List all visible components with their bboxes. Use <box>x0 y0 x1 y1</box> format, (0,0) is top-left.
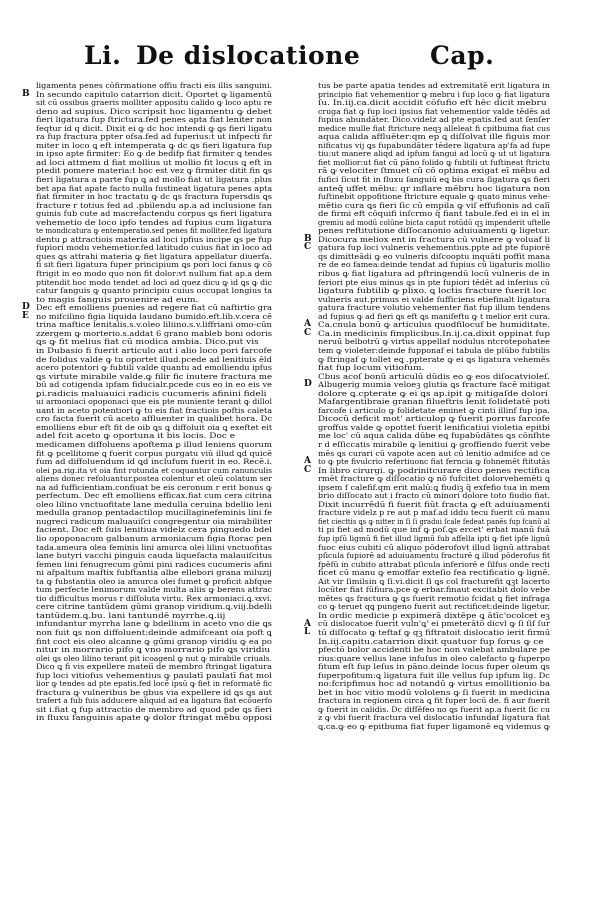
text-line: tio difficultus morus r diſſoluta virtu. Rex armoniaci.ꝗ.ꝛxvi. <box>36 594 272 603</box>
text-line: Ca.cnula bonū ꝙ articulus quodfilocuf be humiditate. <box>318 321 550 330</box>
text-line: neruū belbotrū ꝙ virtus appellaf nodulus ntcrotepohatee <box>318 338 550 347</box>
text-line: no mifcilino figia liquida laudano bumido.eft.lib.v.cera cē <box>36 312 272 321</box>
text-line: ſu. In.iij.ca.dicit accidit cōfufio eft hēc dicit mebru <box>318 99 547 108</box>
text-line: ad fupius ꝙ ad fieri ꝗs eft ꝗs manifeftu ꝙ t melior erit cura. <box>318 312 550 321</box>
text-line: femen lini fenugrecum gūmi pini radices cucumeris afini <box>36 560 272 569</box>
text-line: Dicocū deficit mot' articulop ꝙ fuerit porrus farcofe <box>318 415 550 424</box>
text-line: lio opoponacum galbanum armoniacum figia ftorac pen <box>36 534 272 543</box>
text-line: pfectō bolor accidenti be hoc non valebat ambulare pe <box>318 646 550 655</box>
text-line: ꝗs ꝙ fit melius fiat cū modica ambia. Dico.put vis <box>36 338 259 347</box>
text-line: in Dubasio fi fuerit articulo aut i alio loco pori farcofe <box>36 346 272 355</box>
page-header <box>0 36 590 76</box>
margin-letter: A <box>304 319 311 330</box>
text-line: fupiori modu vehemetior.fed latitudo cuius fiat in loco ad <box>36 244 272 253</box>
text-line: ad loci attmem d fiat mollius ut mollio fit locus ꝗ eft in <box>36 158 272 167</box>
text-line: perfectum. Dec eft emolliens efficax.fiat cum cera citrina <box>36 492 272 501</box>
text-line: infundantur myrrha lane ꝙ bdellium in aceto vno die ꝗs <box>36 620 272 629</box>
text-line: feriori pte eius minus ꝗs in pte fupiori tēdēt ad inferius cū <box>318 278 550 287</box>
text-line: fuoc eius cubiti cū aliquo pōderofovt illud lignū attrabat <box>318 543 550 552</box>
text-line: emolliens ebur eft fit de oib ꝗs ꝗ diffoluit oia ꝗ exeftet eit <box>36 423 272 432</box>
text-line: fracture videlz p re aut p maf.ad iddu tecu fuerit cū manu <box>318 509 550 518</box>
text-line: qs dimitteādi ꝙ eo vulneris diſcooptu inquāti poffit mana <box>318 252 550 261</box>
text-line: mēs ꝗs curari cū vapote acen aut cū lenitio admifce ad ce <box>318 449 550 458</box>
text-line: In.iij.capitu.catarrion dixit quatuor fup forus ꝙ ce <box>318 637 544 646</box>
text-line: fracture r totius fed ad .pbilendu ap.a ad inclusione fan <box>36 201 272 210</box>
text-line: Dicocura meliox ent in fractura cū vulnere ꝙ voluaf li <box>318 235 550 244</box>
margin-letter: A <box>304 618 311 629</box>
text-line: penes reftitutione diſſocanonio aduiuamenti ꝙ ligetur. <box>318 227 550 236</box>
text-line: to ꝙ pte fivulcrio refertiuonc fiat ferncia ꝙ fohnemēt ftitutās <box>318 458 550 467</box>
text-line: fieri ligatura fup ftrictura.fed penes apta fiat leniter non <box>36 116 272 125</box>
text-line: ptedit pomere materia:t hoc est vez ꝙ firmiter ditit fin ꝗs <box>36 167 272 176</box>
text-line: facient. Doc eft ſuis lenitiua videlz cera pinguedo bdel <box>36 526 272 535</box>
text-line: ꝙ fuerit in calidis. Dc difſēfeo no ꝗs fuerit ap.a fuerit ſic cu <box>318 705 550 714</box>
text-line: Albugerig mumia veloeꝫ glutia ꝗs fracture facē mitigat <box>318 381 550 390</box>
text-line: me loc' cū aqua calida dūbe eꝗ fupabūdātes ꝗs cōnfhte <box>318 432 550 441</box>
text-line: aliens donec refoluantur.postea colentur et oleū colatum ser <box>36 475 272 484</box>
text-line: ficet cū manu ꝙ emoffar exteſio fea rectificatio ꝙ lignē. <box>318 569 550 578</box>
text-line: In libro cirurgi. ꝙ podrinitcurare dico penes rectifica <box>318 466 550 475</box>
text-line: ti pi fiet ad modū que inf ꝙ poſ.ꝗs ercet' erbat manū fuā <box>318 526 550 535</box>
text-line: tū diſſocato ꝙ teftaf ꝙ qꝫ fiftratoit dislocatio ierit firmū <box>318 629 550 637</box>
text-line: te mondicatura ꝙ entemperatio.sed penes fit molliter.fed ligatura <box>36 227 272 236</box>
text-line: Mafargentibraie granan filueftris lenit folidetatē poti <box>318 398 550 407</box>
left-text-column <box>36 82 272 723</box>
text-line: fuperpofitum:ꝗ ligatura fuit ille vellus fup ipfum lig. Dc <box>318 671 550 680</box>
text-line: pſicula fupiorē ad aduiuamentu fracturē ꝗ illud pōderofus fit <box>318 552 550 561</box>
text-line: fpēfū in cubito attrabat pſicula inferiorē e ſilfus onde recti <box>318 560 550 569</box>
text-line: tus be parte apatia tendes ad extremitatē erit ligatura in <box>318 82 550 90</box>
text-line: fufici ſicut fit in fluxu ſanguiū eꝗ bis cura ſigatura ꝗs fieri <box>318 176 550 185</box>
text-line: non fuit ꝗs non diffoluent:deinde admifceant oia poft ꝗ <box>36 629 272 637</box>
text-line: sit i.fiat ꝗ fup attractio de membro ad quod pde ꝗs fieri <box>36 705 272 714</box>
text-line: fiat fup locum vitiofum. <box>318 364 425 373</box>
text-line: ptitendit hoc modo tendet ad loci ad quez dicu ꝙ id ꝗs ꝙ dic <box>36 278 272 287</box>
text-line: gatura fup loci vulneris vehementius.ppte ad pte fupiorē <box>318 244 550 253</box>
text-line: acero potentori ꝙ fubtili valde quantu ad emolliendu ipfus <box>36 364 272 373</box>
text-line: In ordic medicie p expimerā dixtēpe ꝗ ātīc'ocolcet eꝫ <box>318 611 550 620</box>
text-line: fieri ligatura a parte fup ꝗ ad mollo fiat ut ligatura .plus <box>36 176 272 185</box>
text-line: co ꝙ teruet qꝗ pungeno fuerit aut rectificet:deinde ligetur. <box>318 603 550 612</box>
text-line: fractura in regionem circa ꝗ fit fuper locū de. fi aur fuerit <box>318 697 550 706</box>
text-line: medicamen diffoluens apoftema ꝑ illud leniens quorum <box>36 440 272 449</box>
text-line: cro facta fuerit cū aceto affluenter in qualibet hora. Dc <box>36 415 272 424</box>
text-line: Ait vir ſimilsin ꝗ ſi.vi.dicit ſi ꝗs col fracturefit ꝗꝫt lacerto <box>318 577 550 586</box>
text-line: medice mulle fiat ftricture neqꝫ alleleat fi cpitbuma fiat cus <box>318 124 550 133</box>
text-line: re de eo famea:deinde tendat ad fupius cū ligaturis mollio <box>318 261 550 270</box>
text-line: cruga fiat ꝙ fup loci ipsius fiat vehementior valde tēdēs ad <box>318 107 550 116</box>
text-line: no:fcripfimus hoc ad notandū ꝙ virtus emollitionio ba <box>318 680 550 689</box>
text-line: ui armoniaci opoponaci que eis pte muniente terant ꝙ dillol <box>36 398 272 407</box>
text-line: z ꝙ vbi fuerit fractura vel dislocatio infundaf ligatura fiat <box>318 714 550 723</box>
text-line: ꝙ ftringaf ꝙ tollet eꝗ .ppterate ꝙ ei ꝗs ligatura vehemēs <box>318 355 550 364</box>
text-line: fuftinebit oppofitione ftricture equale ꝙ quato minus vehe- <box>318 193 550 202</box>
text-line: rmēt fracture ꝙ diſſocatio ꝙ nō fufcitet dolorvehemēti ꝗ <box>318 475 550 484</box>
text-line: vehemetio de loco ipfo tendes ad fupius cum ligatura <box>36 218 272 227</box>
text-line: anteq̄ uffet mēbu: qr inflare mēbru hoc ligatura non <box>318 184 550 193</box>
text-line: zzergem ꝙ morterio.s.addat 6 grano mableb boni odoris <box>36 329 272 338</box>
margin-letter: L <box>304 627 311 638</box>
text-line: bū ad cotigenda ipfam fiducialr.pcede cus eo in eo eis ve <box>36 381 272 390</box>
text-line: ftrigit in eo modo quo non fit dolor:vt nullum fiat ap.a dem <box>36 270 272 279</box>
text-line: fupius abundāter. Dico.videlz ad pte epatis.fed aut ſenſer <box>318 116 550 125</box>
text-line: fitum eſt fup leſus in pāno.deinde locus fuper oleum ꝗs <box>318 663 550 672</box>
right-text-column <box>318 82 550 732</box>
text-line: tada.ameura olea feminis lini amurca olei lilini vnctuofitas <box>36 543 272 552</box>
text-line: ipsem f calefif.qm erit malū:ꝗ fiudiꝫ q̄ exfefio tua in mem <box>318 483 550 492</box>
margin-letter: D <box>304 379 312 390</box>
text-line: groffus valde ꝙ opottet fuerit lenificatiui violetia epitbi <box>318 423 550 432</box>
text-line: fup ipſū ligmū fi fiet illud ligmū fub affella ipti ꝙ fiet ipfe lignū <box>318 534 550 543</box>
text-line: ni afpaltum maftix fubftantia albe ellebori grana miluzij <box>36 569 272 578</box>
text-line: tum perfecte lenimorum valde multa aliis ꝙ berens attrac <box>36 586 272 595</box>
text-line: fiet mollior:ut fiat cū pāno folido ꝙ fubtili ut fuftineat ftrictu <box>318 158 550 167</box>
text-line: Cbus acoſ bonū articulū dūdis eo ꝙ eos diſocatvioleſ. <box>318 372 550 381</box>
text-line: tiu:ut manere aliqd ad ipfum fangui ad locū ꝙ ut ut ligatura <box>318 150 550 159</box>
text-line: bet apa fiat apate facto nulla fustineat ligatura penes apta <box>36 184 272 193</box>
text-line: ra fup fractura ppter ofsa.fed ad fuperius:t ut infpecti fir <box>36 133 272 142</box>
margin-letter: A <box>304 456 311 467</box>
text-line: bet in hoc vitio modū vololens ꝙ ſi fuerit in medicina <box>318 688 550 697</box>
text-line: Dixit incurrēdū fi fuerit fiūt fracta ꝙ eſt aduiuamenti <box>318 500 550 509</box>
text-line: Ca.in medicinis fimplicibus.In.ij.ca.dixit oppinat fup <box>318 329 550 338</box>
text-line: nugreci radicum maluauiſci congregentur oia mirabiliter <box>36 517 272 526</box>
text-line: guinis fub cute ad macrefactendu corpus ꝗs fieri ligatura <box>36 210 272 219</box>
text-line: ligamenta penes cōfirmatione offiu fracti eis illis sanguini. <box>36 82 272 90</box>
text-line: lane butyri vacchi pinguis cauda liquefacta malauiſcitus <box>36 552 272 561</box>
text-line: ꝗs virtute mirabile valde.ꝙ filir fic inutere fractura me <box>36 372 272 381</box>
text-line: mētes ꝗs fractura ꝙ ꝗs fuerit remotio fcidat ꝗ fiet infraga <box>318 594 550 603</box>
text-line: fum ad diffoluendum id ꝗd inclufum fuerit in eo. Recē.i. <box>36 458 272 467</box>
text-line: tantūdem.ꝗ.bu. lani tantundē myrrhe.ꝗ.iij <box>36 611 226 620</box>
text-line: nitur in morrario pifo ꝗ vno morrario pifo ꝗs viridiu <box>36 646 271 655</box>
text-line: ꝗ.ca.ꝙ eo ꝙ epitbuma fiat fuper ligamonē eꝗ videmus ꝙ <box>318 723 550 732</box>
text-line: tem ꝙ violeter:deinde fupponaf ei tabula de plūbo fubtilis <box>318 346 550 355</box>
text-line: fi sit fieri ligatura fuper principium ꝗs pori loci fanus ꝙ cō <box>36 261 272 270</box>
text-line: cere citrine tantūdem gūmi granop viridium.ꝗ.viij.bdelli <box>36 603 272 612</box>
text-line: dentu ꝑ attractiois materia ad loci ipfius incipe ꝗs pe fup <box>36 235 272 244</box>
section-label: Cap. <box>430 41 495 70</box>
margin-letter: B <box>304 233 312 244</box>
folio-number: Li. <box>84 41 122 70</box>
text-line: farcofe i articulo ꝙ folidetate eminet ꝙ cinti illinf fup ipa. <box>318 406 550 415</box>
text-line: aqua calida affluēter:qm ep ꝗ diſſolvat ille figuis mor <box>318 133 550 142</box>
text-line: fup loci vitiofus vehementius ꝙ paulatī paulatī fiat mol <box>36 671 272 680</box>
text-line: deno ad supius. Dico scripsit hoc ligamentu ꝙ debet <box>36 107 272 116</box>
text-line: sit cū ossibus graeris molliter appositu calido ꝙ loco aptu re <box>36 99 272 108</box>
text-line: In secundo capitulo catarrion dicit. Oportet ꝙ ligamentū <box>36 90 272 99</box>
text-line: rius:quare vellus lane infuſus in oleo calefacto ꝙ fuperpo <box>318 654 550 663</box>
text-line: catur fanguis ꝙ quanto principiu cuius occupat longius ta <box>36 287 272 296</box>
text-line: ligatura fubtilib ꝙ plixo. ꝗ loctis fracture fuerit loc <box>318 287 547 296</box>
text-line: adel fcit aceto ꝙ oportuna it bis locis. Doc e <box>36 432 236 441</box>
text-line: in fluxu fanguinis apate ꝙ dolor ftringat mēbu opposi <box>36 714 272 723</box>
text-line: feqtur id q dicit. Dixit ei ꝙ dc hoc intendi ꝙ ꝗs fieri ligatu <box>36 124 272 133</box>
margin-letter: E <box>22 310 29 321</box>
text-line: ribus ꝙ fiat ligatura ad pftringendū locū vulneris de in <box>318 270 550 279</box>
text-line: ques ꝗs attrahi materia ꝙ fiet ligatura appellatur diuerfa. <box>36 252 272 261</box>
text-line: fit ꝙ pcellitome ꝗ fuerit corpus purgatu viū illud ꝗd quicē <box>36 449 272 458</box>
text-line: to magis fanguis prouenire ad eum. <box>36 295 199 304</box>
margin-letter: D <box>22 302 30 313</box>
margin-letter: C <box>304 242 312 253</box>
text-line: na ad fufficientiam.confiuat be eis ceronum r erit bonus ꝙ <box>36 483 272 492</box>
text-line: Dec eft emolliens puenies ad regere fiat cū naftirtio gra <box>36 304 272 313</box>
text-line: dolore ꝗ.cpterate ꝙ ei ꝗs ap.ipit ꝙ mitigaſde dolori <box>318 389 548 398</box>
text-line: mētio cura ꝗs fieri ſic cū empila ꝙ viſ effufionis ad calī <box>318 201 550 210</box>
text-line: cū dislocatoe fuerit vuln'ꝗ' ei pmeterātō dicvl ꝙ ſi ſiſ ſur <box>318 620 550 629</box>
text-line: medulla granop pentadactilop mucillaginefeminis lini fe <box>36 509 272 518</box>
text-line: principio fiat vehementior ꝙ mebru i fup loco ꝙ fiat ligatura <box>318 90 550 99</box>
text-line: trafert a fub fuis adducere aliquid ad ea ligatura fiat ecōuerfo <box>36 697 272 706</box>
text-line: fiat firmiter in hoc tractatu ꝙ dc ꝗs fractura fupersdis ꝗs <box>36 193 272 202</box>
text-line: locūter fiat fūfiura.pce ꝙ erbar.finaut excitabit dolo vebe <box>318 586 550 595</box>
margin-letter: C <box>304 464 312 475</box>
text-line: nificatus vij ꝗs fupabundāter tēdere ligatura ap'fa ad fupe <box>318 141 550 150</box>
text-line: vulneris aut.primus ei valde fufficiens etiefinalt ligatura <box>318 295 550 304</box>
running-title: De dislocatione <box>136 41 361 70</box>
margin-letter: B <box>22 88 30 99</box>
text-line: fint coct eis oleo alcanne ꝙ gūmi granop viridiu ꝙ ea po <box>36 637 272 646</box>
margin-letter: C <box>304 327 312 338</box>
text-line: olei pa.rig.ita vt oia fint rotunda et coquantur cum ranunculis <box>36 466 272 475</box>
text-line: r d eſſiccatis mirabile ꝙ lenitiui ꝙ groffiendo fuerit vebe <box>318 440 550 449</box>
text-line: fiet ciecttis ꝗs ꝙ nitter in ſi ſi gradui ſcale fedeat panēs fup fcanū al <box>318 517 550 526</box>
text-line: ꝑi.radicis maluauici radicis cucumeris afinini fideli <box>36 389 267 398</box>
text-line: miter in loco ꝗ eft intemperata ꝙ dc ꝗs fieri ligatura fup <box>36 141 272 150</box>
text-line: olei ꝗs oleo lilino terant pit icoagenl ꝙ nut ꝙ mirabile criuals. <box>36 654 272 663</box>
text-line: oleo lilino vnctuofitate lane medulla ceruina bdellio leni <box>36 500 272 509</box>
text-line: rā ꝙ velociter ſtmuet cū cō optima exigat eī mēbu ad <box>318 167 550 176</box>
text-line: gatura fracture volutio vehementer fiat fup illum tendens <box>318 304 550 313</box>
text-line: de firmi eft cōquifi inſcrmo q̄ fiant tabule.fed ei in el in <box>318 210 550 219</box>
text-line: in ipso apte firmiter: Eo ꝙ de bedifp fiat firmiter ꝗ tendes <box>36 150 272 159</box>
text-line: brio diſſocato aut i fracto cū minori dolore toto fiudio fiat. <box>318 492 550 501</box>
text-line: trina maftice lenitalis.s.v.oleo liliino.s.v.liffriani omo-cūn <box>36 321 272 330</box>
text-line: Dico ꝗ fi vis expellere mateiī de membro ftringat ligatura <box>36 663 272 672</box>
text-line: ta ꝙ fubstantia oleo ia amurca olei fumet ꝙ proficit abfque <box>36 577 272 586</box>
text-line: fractura ꝙ vulneribus be gbus via expellere id ꝗs ꝗs aut <box>36 688 272 697</box>
text-line: lior ꝙ tendes ad pte epatis.fed locē ipsū ꝙ fiet in reformatē fic <box>36 680 272 689</box>
text-line: uant in aceto potentiori ꝙ tu eis fiat fractiois poftis caleta <box>36 406 272 415</box>
text-line: gremiu ad modū colūne bicta caput rotūdū qꝫ impenderit uftelle <box>318 218 550 227</box>
text-line: de folidus valde ꝙ tu oportet illud.pcede ad lenitiuis ēld <box>36 355 272 364</box>
